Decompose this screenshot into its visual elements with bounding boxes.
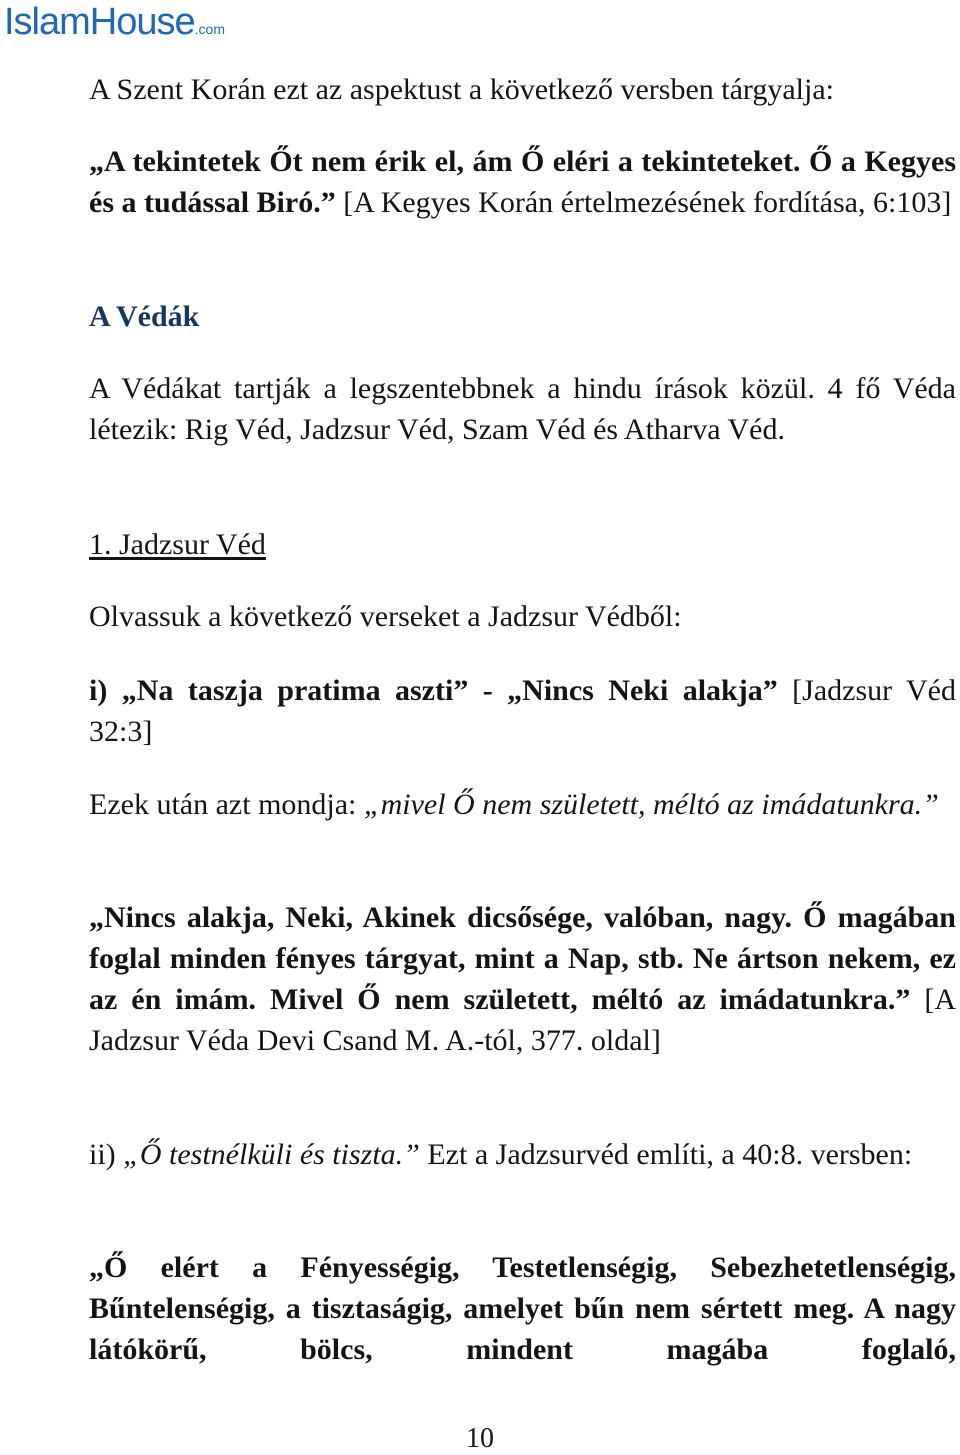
- followup-quote: „mivel Ő nem született, méltó az imádatunkra.”: [363, 788, 939, 821]
- vedas-intro-paragraph: A Védákat tartják a legszentebbnek a hindu írások közül. 4 fő Véda létezik: Rig Véd, Jadzsur Véd, Szam Véd és Atharva Véd.: [89, 372, 956, 446]
- subheading-jadzsur-ved: [89, 524, 956, 565]
- quran-quote-paragraph: [89, 141, 956, 223]
- logo-domain-suffix: .com: [194, 21, 225, 37]
- long-quote-paragraph: [89, 897, 956, 1061]
- quran-quote: „A tekintetek Őt nem érik el, ám Ő eléri a tekinteteket. Ő a Kegyes és a tudással Biró.”: [89, 145, 956, 219]
- verse-i-reference: [Jadzsur Véd 32:3]: [89, 674, 956, 748]
- quran-reference: [A Kegyes Korán értelmezésének fordítása, 6:103]: [335, 186, 952, 219]
- final-quote-paragraph: „Ő elért a Fényességig, Testetlenségig, Sebezhetetlenségig, Bűntelenségig, a tisztaságig, amelyet bűn nem sértett meg. A nagy látókörű, bölcs, mindent magába foglaló,: [89, 1251, 956, 1366]
- verse-i-quote: i) „Na taszja pratima aszti” - „Nincs Neki alakja”: [89, 674, 778, 707]
- section-heading-vedas: A Védák: [89, 300, 200, 333]
- verse-ii-quote: „Ő testnélküli és tiszta.”: [123, 1138, 420, 1171]
- verse-i-paragraph: [89, 670, 956, 752]
- verse-ii-text: Ezt a Jadzsurvéd említi, a 40:8. versben:: [419, 1138, 913, 1171]
- long-quote: „Nincs alakja, Neki, Akinek dicsősége, valóban, nagy. Ő magában foglal minden fényes tárgyat, mint a Nap, stb. Ne ártson nekem, ez az én imám. Mivel Ő nem született, méltó az imádatunkra.”: [89, 901, 956, 1016]
- intro-paragraph: A Szent Korán ezt az aspektust a következő versben tárgyalja:: [89, 73, 835, 106]
- followup-text: Ezek után azt mondja:: [89, 788, 364, 821]
- verse-ii-paragraph: [89, 1134, 956, 1175]
- verses-intro-paragraph: Olvassuk a következő verseket a Jadzsur Védből:: [89, 600, 682, 633]
- subheading-text: 1. Jadzsur Véd: [89, 528, 266, 561]
- verse-ii-label: ii): [89, 1138, 124, 1171]
- followup-paragraph: [89, 784, 956, 825]
- page-number: 10: [466, 1423, 494, 1454]
- islamhouse-logo: [4, 0, 225, 44]
- logo-text: IslamHouse: [4, 1, 195, 43]
- long-quote-reference: [A Jadzsur Véda Devi Csand M. A.-tól, 377. oldal]: [89, 983, 956, 1057]
